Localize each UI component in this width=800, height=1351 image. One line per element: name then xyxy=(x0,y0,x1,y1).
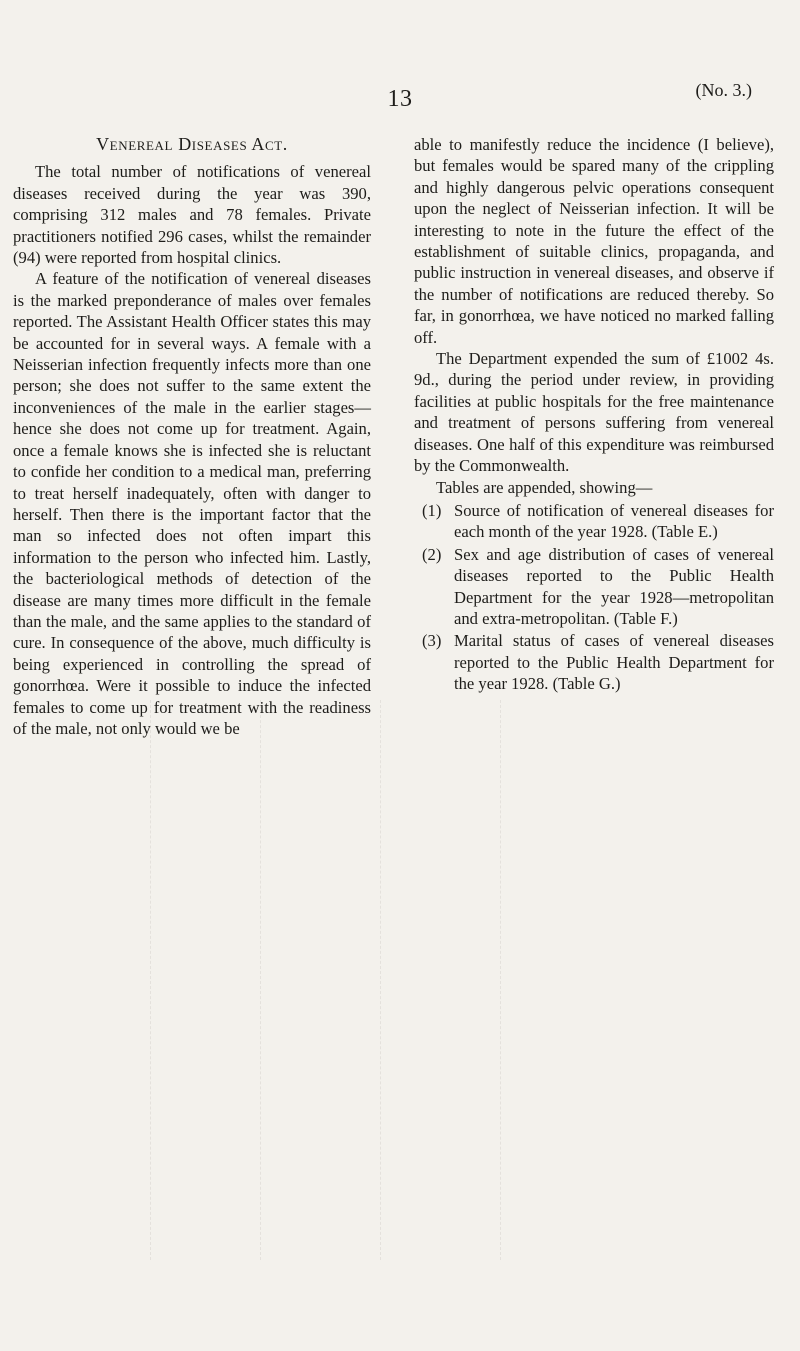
bleed-through-line xyxy=(150,700,151,1260)
paragraph-expenditure: The Department expended the sum of £1002 4s. 9d., during the period under review, in providing facilities at public hospitals for the free maintenance and treatment of persons suffering from venereal diseases. One half of this expenditure was reimbursed by the Commonwealth. xyxy=(414,349,774,476)
list-item-number: (2) xyxy=(422,544,442,564)
list-item-text: Sex and age distribution of cases of venereal diseases reported to the Public Health Department for the year 1928—metropolitan and extra-metropolitan. (Table F.) xyxy=(454,544,774,628)
list-item-text: Marital status of cases of venereal diseases reported to the Public Health Department for the year 1928. (Table G.) xyxy=(454,631,774,694)
list-item-text: Source of notification of venereal diseases for each month of the year 1928. (Table E.) xyxy=(454,500,774,542)
paragraph-preponderance: A feature of the notification of venereal diseases is the marked preponderance of males over females reported. The Assistant Health Officer states this may be accounted for in several ways. A female with a Neisserian infection frequently infects more than one person; she does not suffer to the same extent the inconveniences of the male in the earlier stages—hence she does not come up for treatment. Again, once a female knows she is infected she is reluctant to confide her condition to a medical man, preferring to treat herself inadequately, often with danger to herself. Then there is the important factor that the man so infected does not often impart this information to the person who infected him. Lastly, the bacteriological methods of detection of the disease are many times more difficult in the female than the male, and the same applies to the standard of cure. In consequence of the above, much difficulty is being experienced in controlling the spread of gonorrhœa. Were it possible to induce the infected females to come up for treatment with the readiness of the male, not only would we be xyxy=(13,269,371,738)
bleed-through-line xyxy=(380,700,381,1260)
document-reference: (No. 3.) xyxy=(695,80,752,100)
paragraph-continuation: able to manifestly reduce the incidence (I believe), but females would be spared many of the crippling and highly dangerous pelvic operations consequent upon the neglect of Neisserian infection. It will be interesting to note in the future the effect of the establishment of suitable clinics, propaganda, and public instruction in venereal diseases, and observe if the number of notifications are reduced thereby. So far, in gonorrhœa, we have noticed no marked falling off. xyxy=(414,135,774,347)
paragraph-notifications: The total number of notifications of venereal diseases received during the year was 390, comprising 312 males and 78 females. Private practitioners notified 296 cases, whilst the remainder (94) were reported from hospital clinics. xyxy=(13,162,371,268)
list-item-number: (3) xyxy=(422,631,442,651)
paragraph-tables-intro: Tables are appended, showing— xyxy=(436,477,653,497)
list-item-number: (1) xyxy=(422,500,442,520)
section-heading: Venereal Diseases Act. xyxy=(96,134,288,154)
left-column xyxy=(13,134,371,739)
tables-list xyxy=(414,500,774,695)
list-item xyxy=(414,630,774,694)
bleed-through-line xyxy=(500,700,501,1260)
bleed-through-line xyxy=(260,700,261,1260)
list-item xyxy=(414,544,774,630)
right-column xyxy=(414,134,774,696)
page-number: 13 xyxy=(387,86,413,112)
list-item xyxy=(414,500,774,543)
